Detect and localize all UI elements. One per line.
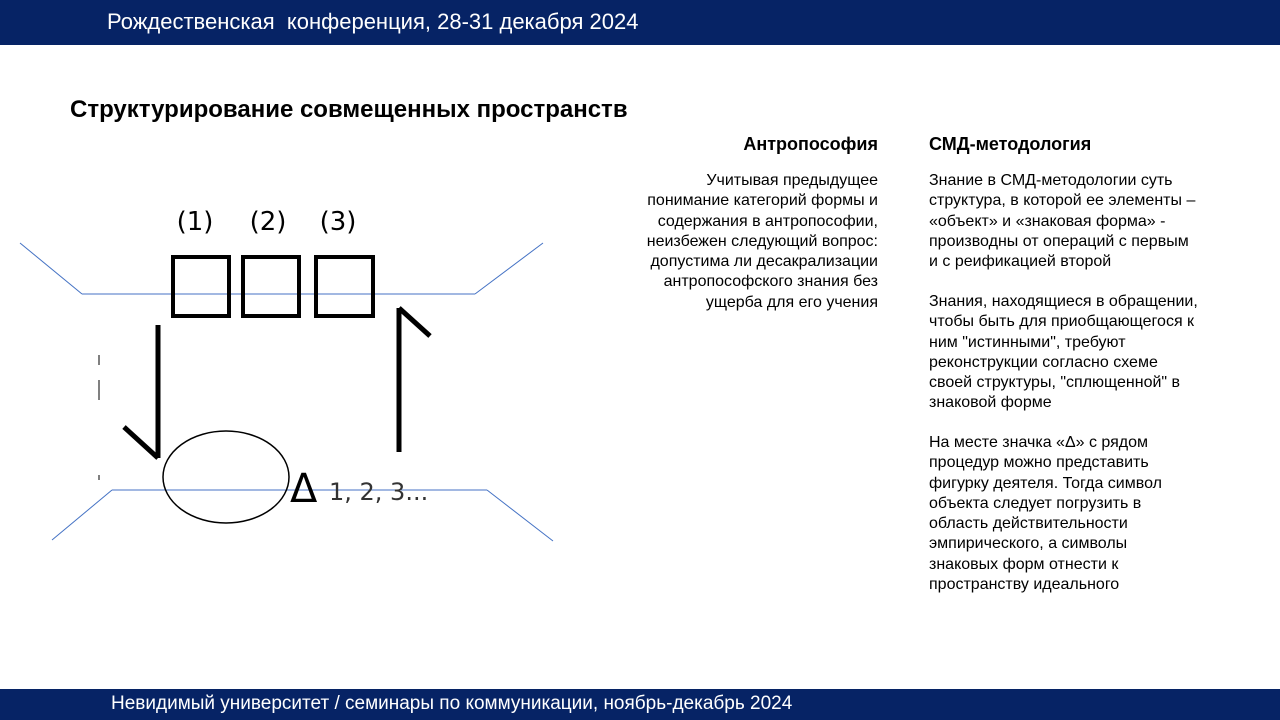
text-line: эмпирического, а символы xyxy=(929,535,1128,553)
text-line: знаковых форм отнести к xyxy=(929,555,1119,573)
label-3: (3) xyxy=(319,207,357,237)
text-line: знаковой форме xyxy=(929,394,1052,412)
text-line: объекта следует погрузить в xyxy=(929,494,1142,512)
text-line: область действительности xyxy=(929,515,1128,533)
text-line: и с реификацией второй xyxy=(929,253,1112,271)
text-line: допустима ли десакрализации xyxy=(650,253,878,271)
sign-square-3 xyxy=(316,257,373,316)
delta-icon: Δ xyxy=(290,466,318,512)
text-line: На месте значка «Δ» с рядом xyxy=(929,434,1149,451)
down-arrow xyxy=(124,325,158,458)
text-line: антропософского знания без xyxy=(663,273,878,291)
text-line: своей структуры, "сплющенной" в xyxy=(929,374,1181,392)
text-line: производны от операций с первым xyxy=(929,232,1189,250)
text-line: ним "истинными", требуют xyxy=(929,333,1126,351)
smd-paragraph-3 xyxy=(929,433,1249,595)
text-line: пространству идеального xyxy=(929,576,1120,594)
slide-title: Структурирование совмещенных пространств xyxy=(70,96,628,123)
text-line: процедур можно представить xyxy=(929,454,1149,472)
text-line: содержания в антропософии, xyxy=(657,212,878,230)
anthroposophy-heading: Антропософия xyxy=(743,134,878,154)
text-line: ущерба для его учения xyxy=(705,293,878,311)
label-1: (1) xyxy=(176,207,214,237)
footer-text: Невидимый университет / семинары по коммуникации, ноябрь-декабрь 2024 xyxy=(111,693,793,714)
smd-paragraph-2 xyxy=(929,292,1249,414)
header-band xyxy=(0,0,1280,45)
anthroposophy-text xyxy=(590,171,878,313)
object-ellipse xyxy=(163,431,289,523)
text-line: чтобы быть для приобщающегося к xyxy=(929,313,1195,331)
text-line: Знание в СМД-методологии суть xyxy=(929,172,1173,189)
sign-square-1 xyxy=(173,257,229,316)
sign-square-2 xyxy=(243,257,299,316)
sign-form-squares xyxy=(173,257,373,316)
text-line: реконструкции согласно схеме xyxy=(929,353,1158,371)
upper-plane xyxy=(20,243,543,294)
structure-diagram xyxy=(0,190,570,550)
text-line: неизбежен следующий вопрос: xyxy=(646,232,878,250)
procedure-sequence: 1, 2, 3... xyxy=(329,478,429,506)
text-line: «объект» и «знаковая форма» - xyxy=(929,212,1166,230)
label-2: (2) xyxy=(249,207,287,237)
text-line: понимание категорий формы и xyxy=(647,192,878,210)
text-line: Учитывая предыдущее xyxy=(706,172,878,189)
up-arrow xyxy=(399,308,430,452)
smd-heading: СМД-методология xyxy=(929,134,1092,154)
footer-band xyxy=(0,689,1280,720)
conference-title: Рождественская конференция, 28-31 декабря 2024 xyxy=(107,9,639,34)
text-line: Знания, находящиеся в обращении, xyxy=(929,293,1198,310)
text-line: фигурку деятеля. Тогда символ xyxy=(929,474,1162,492)
text-line: структура, в которой ее элементы – xyxy=(929,192,1196,210)
smd-paragraph-1 xyxy=(929,171,1249,272)
